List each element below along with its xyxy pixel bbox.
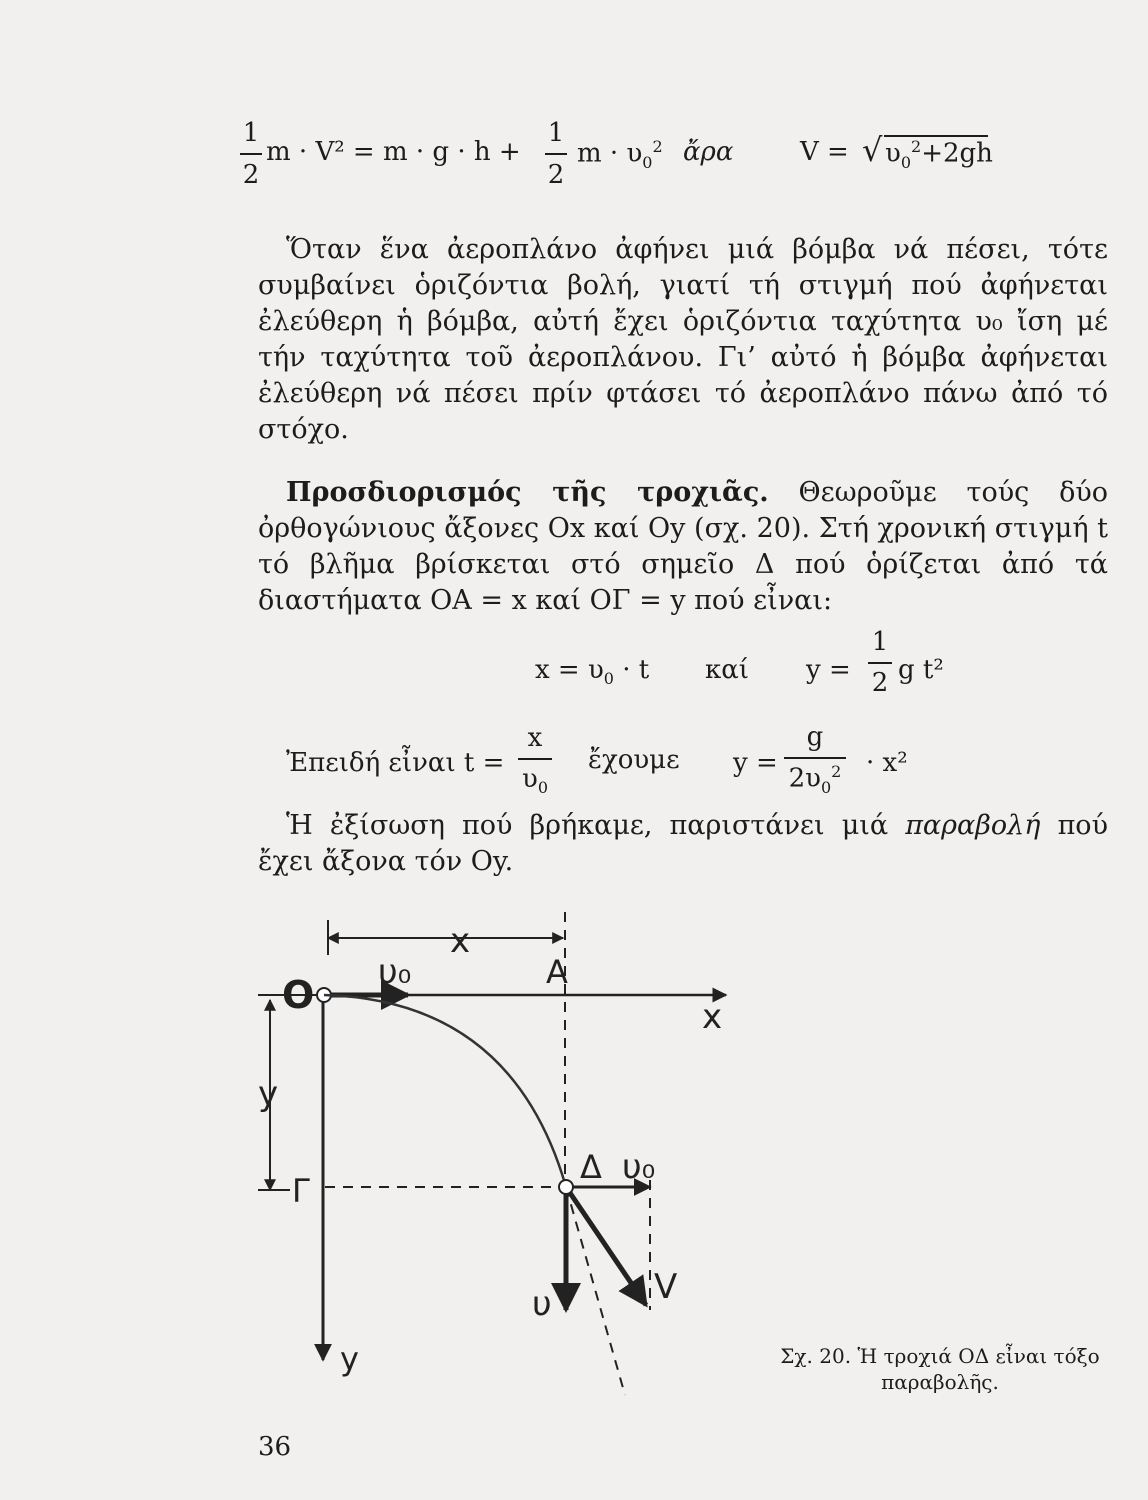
label-x-axis: x (702, 997, 723, 1037)
paragraph-parabola: Ἡ ἐξίσωση πού βρήκαμε, παριστάνει μιά παραβολή πού ἔχει ἄξονα τόν Oy. (258, 810, 1108, 877)
point-D (559, 1180, 573, 1194)
equation-part1: m · V² = m · g · h + (266, 137, 521, 167)
fraction-denominator: 2 (242, 160, 260, 190)
label-v0-D: υ₀ (622, 1147, 656, 1187)
tangent-dashed (566, 1187, 625, 1395)
equation-v: V = (800, 137, 849, 167)
since-text: Ἐπειδή εἶναι t = (286, 748, 505, 778)
label-y-axis: y (340, 1340, 359, 1378)
paragraph-trajectory: Προσδιορισμός τῆς τροχιᾶς. Θεωροῦμε τούς δύο ὀρθογώνιους ἄξονες Οx καί Oy (σχ. 20). Στή χρονική στιγμή t τό βλῆμα βρίσκεται στό σημεῖο Δ πού ὁρίζεται ἀπό τά διαστήματα ΟΑ = x καί ΟΓ = y πού εἶναι: (258, 477, 1108, 616)
x-squared: · x² (866, 748, 908, 778)
y-lhs: y = (733, 748, 778, 778)
equation-ara: ἄρα (683, 137, 734, 167)
equation-part2: $m \cdot \upsilon_0^2$ (577, 137, 663, 172)
g-numerator: g (806, 722, 824, 752)
caption-line1: Σχ. 20. Ἡ τροχιά ΟΔ εἶναι τόξο (780, 1344, 1100, 1368)
page-number: 36 (258, 1432, 292, 1462)
fraction2-denominator: 2 (547, 160, 565, 190)
caption-line2: παραβολῆς. (881, 1370, 999, 1394)
label-x-top: x (450, 921, 471, 961)
kai-word: καί (705, 655, 750, 685)
label-v0: υ₀ (378, 952, 412, 992)
V-resultant-arrow (566, 1187, 646, 1305)
label-G: Γ (292, 1172, 310, 1210)
half-numerator: 1 (871, 627, 889, 657)
sqrt-content: $\upsilon_0^2+2gh$ (885, 137, 993, 172)
x-dimension-arrow (328, 920, 563, 955)
y-equation-lhs: y = (806, 655, 851, 685)
figure-caption (745, 1343, 1135, 1395)
emphasis-parabola: παραβολή (905, 810, 1041, 841)
sqrt-sign: √ (862, 131, 883, 169)
label-O: O (282, 973, 315, 1017)
label-A: A (546, 953, 568, 991)
paragraph-airplane: Ὅταν ἕνα ἀεροπλάνο ἀφήνει μιά βόμβα νά πέσει, τότε συμβαίνει ὁριζόντια βολή, γιατί τή στιγμή πού ἀφήνεται ἐλεύθερη ἡ βόμβα, αὐτή ἔχει ὁριζόντια ταχύτητα υ₀ ἴση μέ τήν ταχύτητα τοῦ ἀεροπλάνου. Γι’ αὐτό ἡ βόμβα ἀφήνεται ἐλεύθερη νά πέσει πρίν φτάσει τό ἀεροπλάνο πάνω ἀπό τό στόχο. (258, 234, 1108, 445)
exoume-word: ἔχουμε (588, 745, 680, 775)
y-equation-tail: g t² (898, 655, 944, 685)
fraction-numerator: 1 (242, 118, 260, 148)
t-denominator: $\upsilon_0$ (522, 764, 548, 798)
label-V: V (654, 1267, 678, 1307)
fraction2-numerator: 1 (547, 118, 565, 148)
section-heading: Προσδιορισμός τῆς τροχιᾶς. (286, 477, 769, 508)
label-y-side: y (258, 1074, 279, 1114)
label-v: υ (532, 1284, 552, 1324)
parabola-curve (324, 995, 566, 1187)
g-denominator: $2\upsilon_0^2$ (788, 762, 842, 797)
half-denominator: 2 (871, 668, 889, 698)
label-D: Δ (580, 1148, 602, 1186)
x-equation: $x = \upsilon_0 \cdot t$ (535, 655, 650, 689)
t-numerator: x (527, 723, 543, 753)
